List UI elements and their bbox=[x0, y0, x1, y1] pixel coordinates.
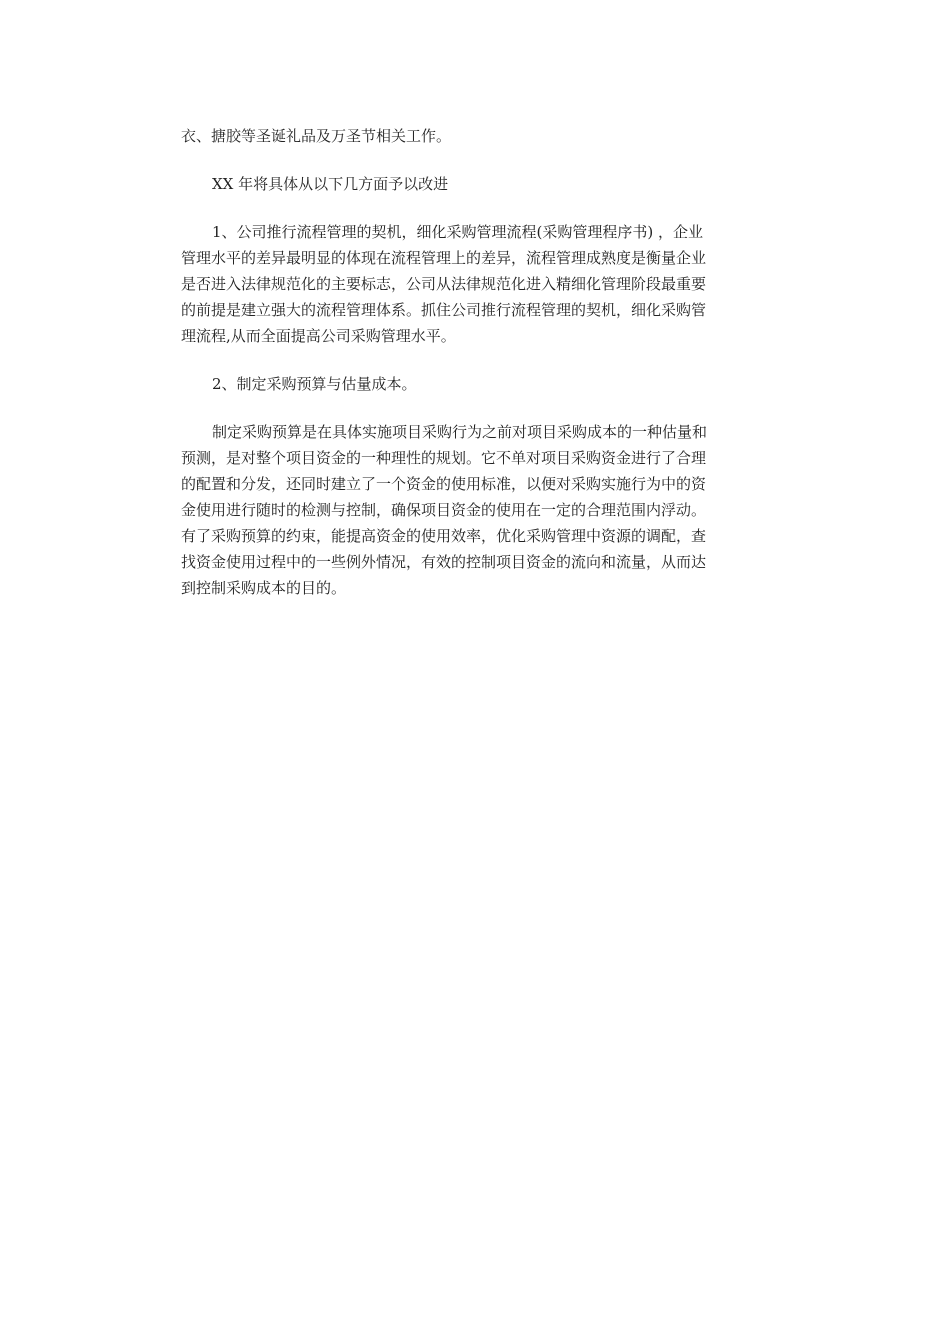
text-line: 的配置和分发，还同时建立了一个资金的使用标准，以便对采购实施行为中的资 bbox=[181, 475, 707, 493]
text-line: XX 年将具体从以下几方面予以改进 bbox=[212, 175, 449, 193]
text-line: 理流程,从而全面提高公司采购管理水平。 bbox=[181, 327, 456, 345]
text-line: 2、制定采购预算与估量成本。 bbox=[212, 375, 417, 393]
text-line: 找资金使用过程中的一些例外情况，有效的控制项目资金的流向和流量，从而达 bbox=[181, 553, 707, 571]
paragraph-continuation bbox=[181, 123, 771, 149]
text-line: 到控制采购成本的目的。 bbox=[181, 579, 347, 597]
text-line: 的前提是建立强大的流程管理体系。抓住公司推行流程管理的契机，细化采购管 bbox=[181, 301, 707, 319]
paragraph-point-1 bbox=[181, 219, 771, 349]
text-line: 1、公司推行流程管理的契机，细化采购管理流程(采购管理程序书) ，企业 bbox=[212, 223, 704, 241]
paragraph-budget-detail bbox=[181, 419, 771, 601]
text-line: 制定采购预算是在具体实施项目采购行为之前对项目采购成本的一种估量和 bbox=[212, 423, 708, 441]
text-line: 金使用进行随时的检测与控制，确保项目资金的使用在一定的合理范围内浮动。 bbox=[181, 501, 707, 519]
paragraph-improvement-intro bbox=[181, 171, 771, 197]
document-body bbox=[181, 123, 771, 623]
text-line: 衣、搪胶等圣诞礼品及万圣节相关工作。 bbox=[181, 127, 452, 145]
text-line: 预测，是对整个项目资金的一种理性的规划。它不单对项目采购资金进行了合理 bbox=[181, 449, 707, 467]
text-line: 是否进入法律规范化的主要标志，公司从法律规范化进入精细化管理阶段最重要 bbox=[181, 275, 707, 293]
text-line: 管理水平的差异最明显的体现在流程管理上的差异，流程管理成熟度是衡量企业 bbox=[181, 249, 707, 267]
paragraph-point-2 bbox=[181, 371, 771, 397]
text-line: 有了采购预算的约束，能提高资金的使用效率，优化采购管理中资源的调配，查 bbox=[181, 527, 707, 545]
